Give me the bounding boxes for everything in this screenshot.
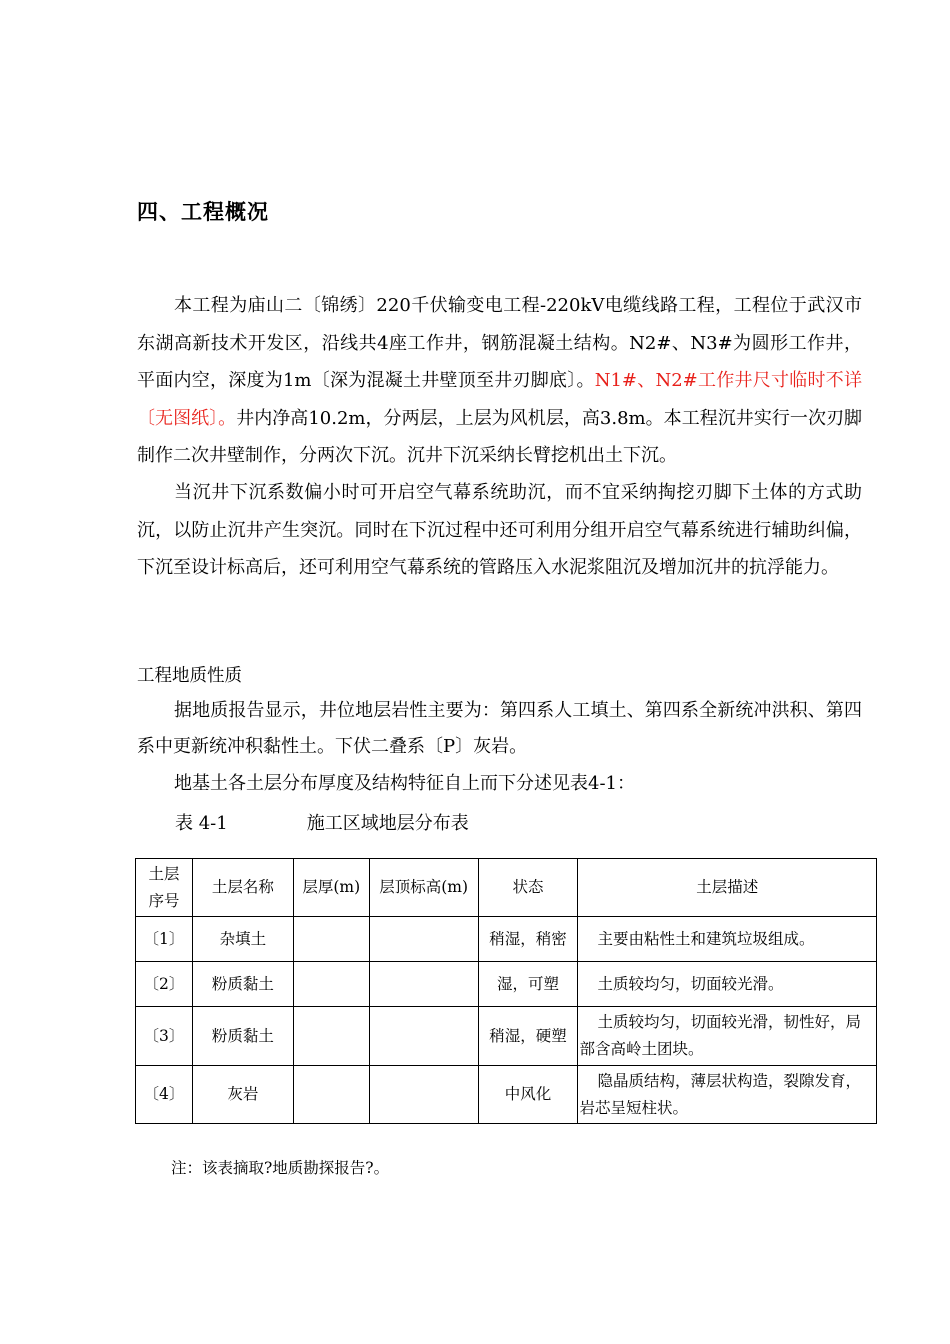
cell-layer-no: 〔2〕 bbox=[136, 962, 193, 1007]
geology-report-paragraph: 据地质报告显示，井位地层岩性主要为：第四系人工填土、第四系全新统冲洪积、第四系中更新统冲积黏性土。下伏二叠系〔P〕灰岩。 bbox=[137, 700, 862, 757]
cell-state: 中风化 bbox=[478, 1066, 578, 1124]
cell-layer-no: 〔4〕 bbox=[136, 1066, 193, 1124]
cell-state: 稍湿，硬塑 bbox=[478, 1007, 578, 1066]
table-number: 表 4-1 bbox=[175, 813, 228, 834]
header-thickness: 层厚(m) bbox=[293, 859, 369, 917]
cell-thickness bbox=[293, 1066, 369, 1124]
cell-layer-name: 粉质黏土 bbox=[192, 962, 293, 1007]
strata-table bbox=[135, 858, 877, 1124]
cell-state: 稍湿，稍密 bbox=[478, 917, 578, 962]
table-title: 施工区域地层分布表 bbox=[306, 813, 469, 834]
table-row bbox=[136, 917, 877, 962]
table-row bbox=[136, 962, 877, 1007]
overview-highlight-text: N1#、N2#工作井尺寸临时不详〔无图纸〕。 bbox=[137, 370, 862, 429]
cell-thickness bbox=[293, 1007, 369, 1066]
header-description: 土层描述 bbox=[578, 859, 877, 917]
cell-top-elevation bbox=[369, 917, 478, 962]
cell-thickness bbox=[293, 917, 369, 962]
air-curtain-paragraph: 当沉井下沉系数偏小时可开启空气幕系统助沉，而不宜采纳掏挖刃脚下土体的方式助沉，以防止沉井产生突沉。同时在下沉过程中还可利用分组开启空气幕系统进行辅助纠偏，下沉至设计标高后，还可利用空气幕系统的管路压入水泥浆阻沉及增加沉井的抗浮能力。 bbox=[137, 482, 862, 578]
cell-top-elevation bbox=[369, 1007, 478, 1066]
cell-top-elevation bbox=[369, 962, 478, 1007]
table-note: 注：该表摘取?地质勘探报告?。 bbox=[171, 1159, 390, 1177]
table-header-row bbox=[136, 859, 877, 917]
cell-state: 湿，可塑 bbox=[478, 962, 578, 1007]
cell-layer-name: 灰岩 bbox=[192, 1066, 293, 1124]
header-top-elevation: 层顶标高(m) bbox=[369, 859, 478, 917]
section-title: 四、工程概况 bbox=[137, 200, 269, 224]
table-row bbox=[136, 1007, 877, 1066]
cell-layer-no: 〔1〕 bbox=[136, 917, 193, 962]
cell-description: 土质较均匀，切面较光滑。 bbox=[578, 962, 877, 1007]
cell-layer-no: 〔3〕 bbox=[136, 1007, 193, 1066]
header-layer-name: 土层名称 bbox=[192, 859, 293, 917]
overview-text-b: 井内净高10.2m，分两层，上层为风机层，高3.8m。本工程沉井实行一次刃脚制作二次井壁制作，分两次下沉。沉井下沉采纳长臂挖机出土下沉。 bbox=[137, 407, 863, 466]
cell-top-elevation bbox=[369, 1066, 478, 1124]
table-caption bbox=[175, 806, 469, 842]
table-row bbox=[136, 1066, 877, 1124]
cell-thickness bbox=[293, 962, 369, 1007]
cell-layer-name: 杂填土 bbox=[192, 917, 293, 962]
header-layer-no: 土层序号 bbox=[136, 859, 193, 917]
strata-intro-paragraph: 地基土各土层分布厚度及结构特征自上而下分述见表4-1： bbox=[174, 773, 635, 794]
cell-description: 主要由粘性土和建筑垃圾组成。 bbox=[578, 917, 877, 962]
geology-heading: 工程地质性质 bbox=[137, 666, 242, 686]
cell-description: 隐晶质结构，薄层状构造，裂隙发育，岩芯呈短柱状。 bbox=[578, 1066, 877, 1124]
header-state: 状态 bbox=[478, 859, 578, 917]
project-overview-paragraph bbox=[137, 287, 862, 475]
cell-layer-name: 粉质黏土 bbox=[192, 1007, 293, 1066]
overview-text-a: 本工程为庙山二〔锦绣〕220千伏输变电工程-220kV电缆线路工程，工程位于武汉市东湖高新技术开发区，沿线共4座工作井，钢筋混凝土结构。N2#、N3#为圆形工作井，平面内空，深度为1m〔深为混凝土井壁顶至井刃脚底〕。 bbox=[137, 295, 862, 391]
cell-description: 土质较均匀，切面较光滑，韧性好，局部含高岭土团块。 bbox=[578, 1007, 877, 1066]
